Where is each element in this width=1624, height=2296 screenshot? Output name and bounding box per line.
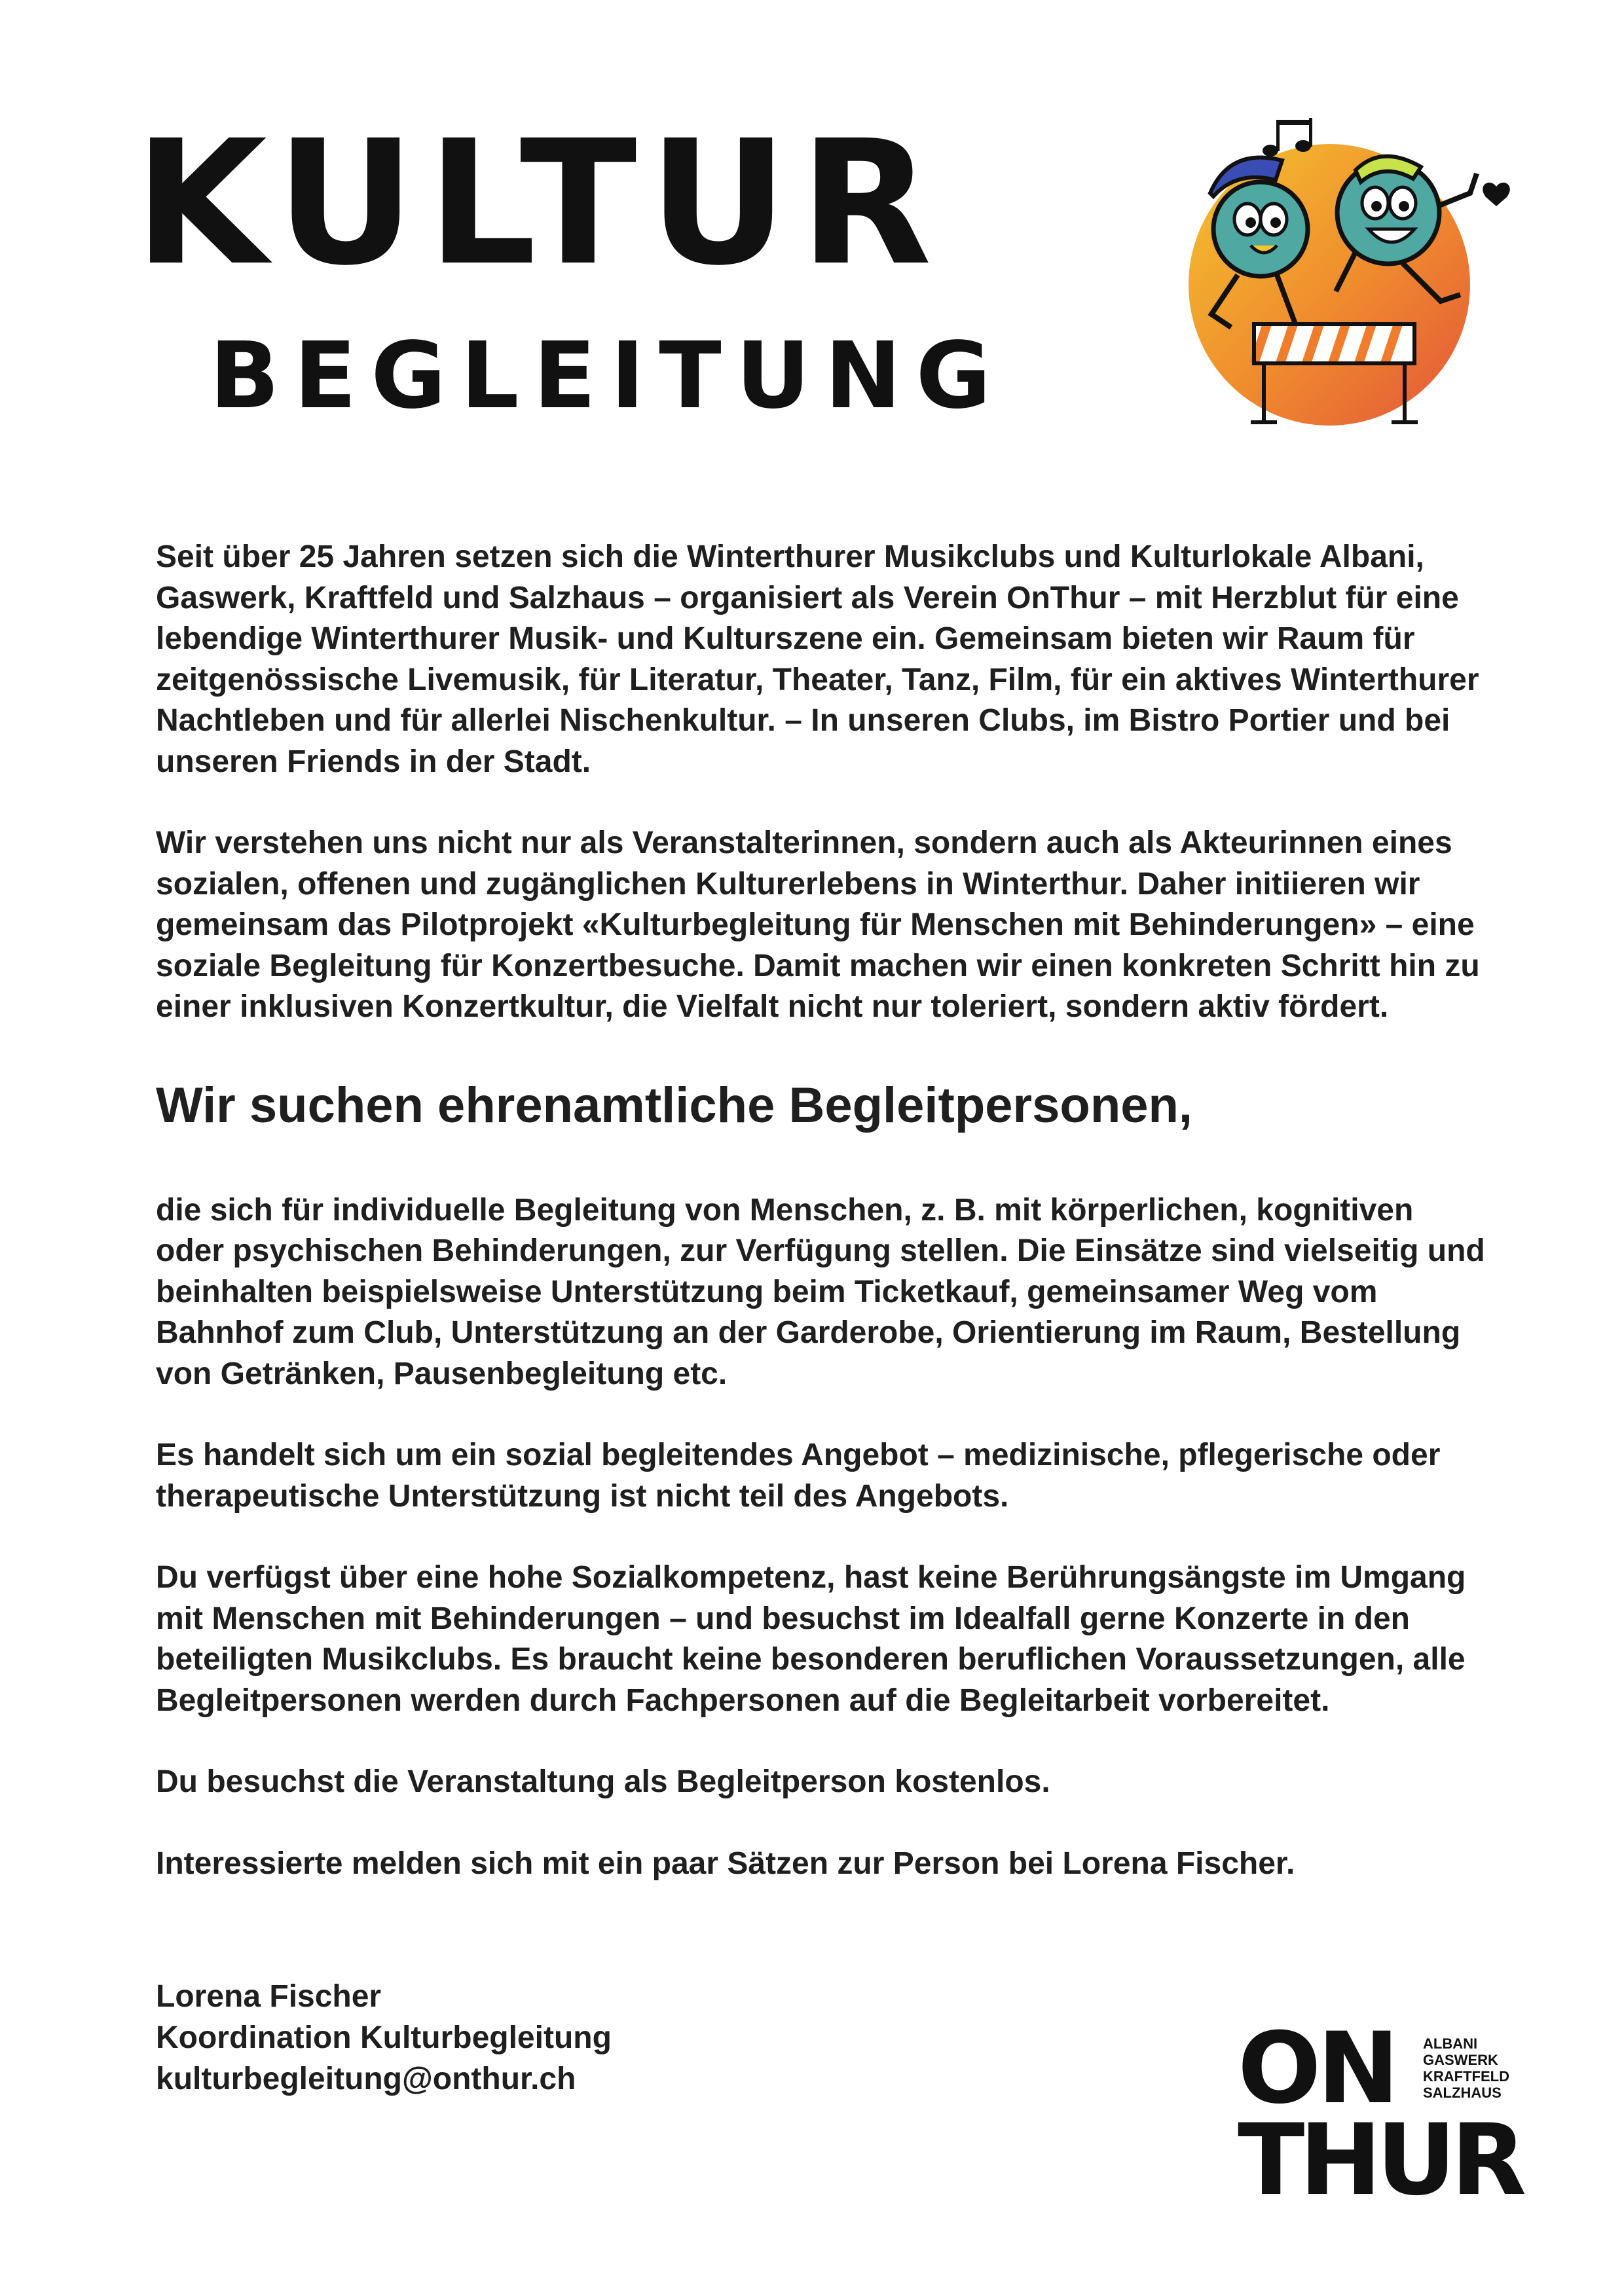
logo-venue-list [1423, 2035, 1509, 2101]
onthur-logo [1238, 2012, 1545, 2217]
contact-email[interactable]: kulturbegleitung@onthur.ch [156, 2062, 576, 2096]
logo-venue: GASWERK [1423, 2052, 1498, 2068]
title-begleitung: BEGLEITUNG [210, 323, 1006, 429]
paragraph-offer-scope: Es handelt sich um ein sozial begleitendes Angebot – medizinische, pflegerische oder therapeutische Unterstützung ist nicht teil des Angebots. [156, 1438, 1441, 1514]
paragraph-tasks: die sich für individuelle Begleitung von Menschen, z. B. mit körperlichen, kognitiven oder psychischen Behinderungen, zur Verfügung stellen. Die Einsätze sind vielseitig und beinhalten beispielsweise Unterstützung beim Ticketkauf, gemeinsamer Weg vom Bahnhof zum Club, Unterstützung an der Garderobe, Orientierung im Raum, Bestellung von Getränken, Pausenbegleitung etc. [156, 1192, 1485, 1391]
intro-paragraph-2: Wir verstehen uns nicht nur als Veranstalterinnen, sondern auch als Akteurinnen eines sozialen, offenen und zugänglichen Kulturerlebens in Winterthur. Daher initiieren wir gemeinsam das Pilotprojekt «Kulturbegleitung für Menschen mit Behinderungen» – eine soziale Begleitung für Konzertbesuche. Damit machen wir einen konkreten Schritt hin zu einer inklusiven Konzertkultur, die Vielfalt nicht nur toleriert, sondern aktiv fördert. [156, 826, 1480, 1024]
title-kultur: KULTUR [134, 103, 944, 303]
headline: Wir suchen ehrenamtliche Begleitpersonen, [156, 1077, 1193, 1133]
intro-paragraph-1: Seit über 25 Jahren setzen sich die Winterthurer Musikclubs und Kulturlokale Albani, Gaswerk, Kraftfeld und Salzhaus – organisiert als Verein OnThur – mit Herzblut für eine lebendige Winterthurer Musik- und Kulturszene ein. Gemeinsam bieten wir Raum für zeitgenössische Livemusik, für Literatur, Theater, Tanz, Film, für ein aktives Winterthurer Nachtleben und für allerlei Nischenkultur. – In unseren Clubs, im Bistro Portier und bei unseren Friends in der Stadt. [156, 539, 1479, 779]
contact-role: Koordination Kulturbegleitung [156, 2020, 612, 2055]
contact-block [156, 1976, 942, 2100]
logo-word-on: ON [1238, 2012, 1396, 2126]
logo-venue: KRAFTFELD [1423, 2068, 1509, 2085]
paragraph-how-to-apply: Interessierte melden sich mit ein paar Sätzen zur Person bei Lorena Fischer. [156, 1846, 1295, 1881]
contact-name: Lorena Fischer [156, 1979, 382, 2014]
paragraph-free-entry: Du besuchst die Veranstaltung als Begleitperson kostenlos. [156, 1764, 1050, 1799]
mascots-jumping-barrier-icon [1139, 108, 1519, 435]
main-text [156, 537, 1485, 1884]
logo-venue: SALZHAUS [1423, 2085, 1502, 2101]
paragraph-requirements: Du verfügst über eine hohe Sozialkompetenz, hast keine Berührungsängste im Umgang mit Menschen mit Behinderungen – und besuchst im Idealfall gerne Konzerte in den beteiligten Musikclubs. Es braucht keine besonderen beruflichen Voraussetzungen, alle Begleitpersonen werden durch Fachpersonen auf die Begleitarbeit vorbereitet. [156, 1560, 1466, 1718]
logo-word-thur: THUR [1238, 2104, 1522, 2217]
logo-venue: ALBANI [1423, 2035, 1478, 2052]
